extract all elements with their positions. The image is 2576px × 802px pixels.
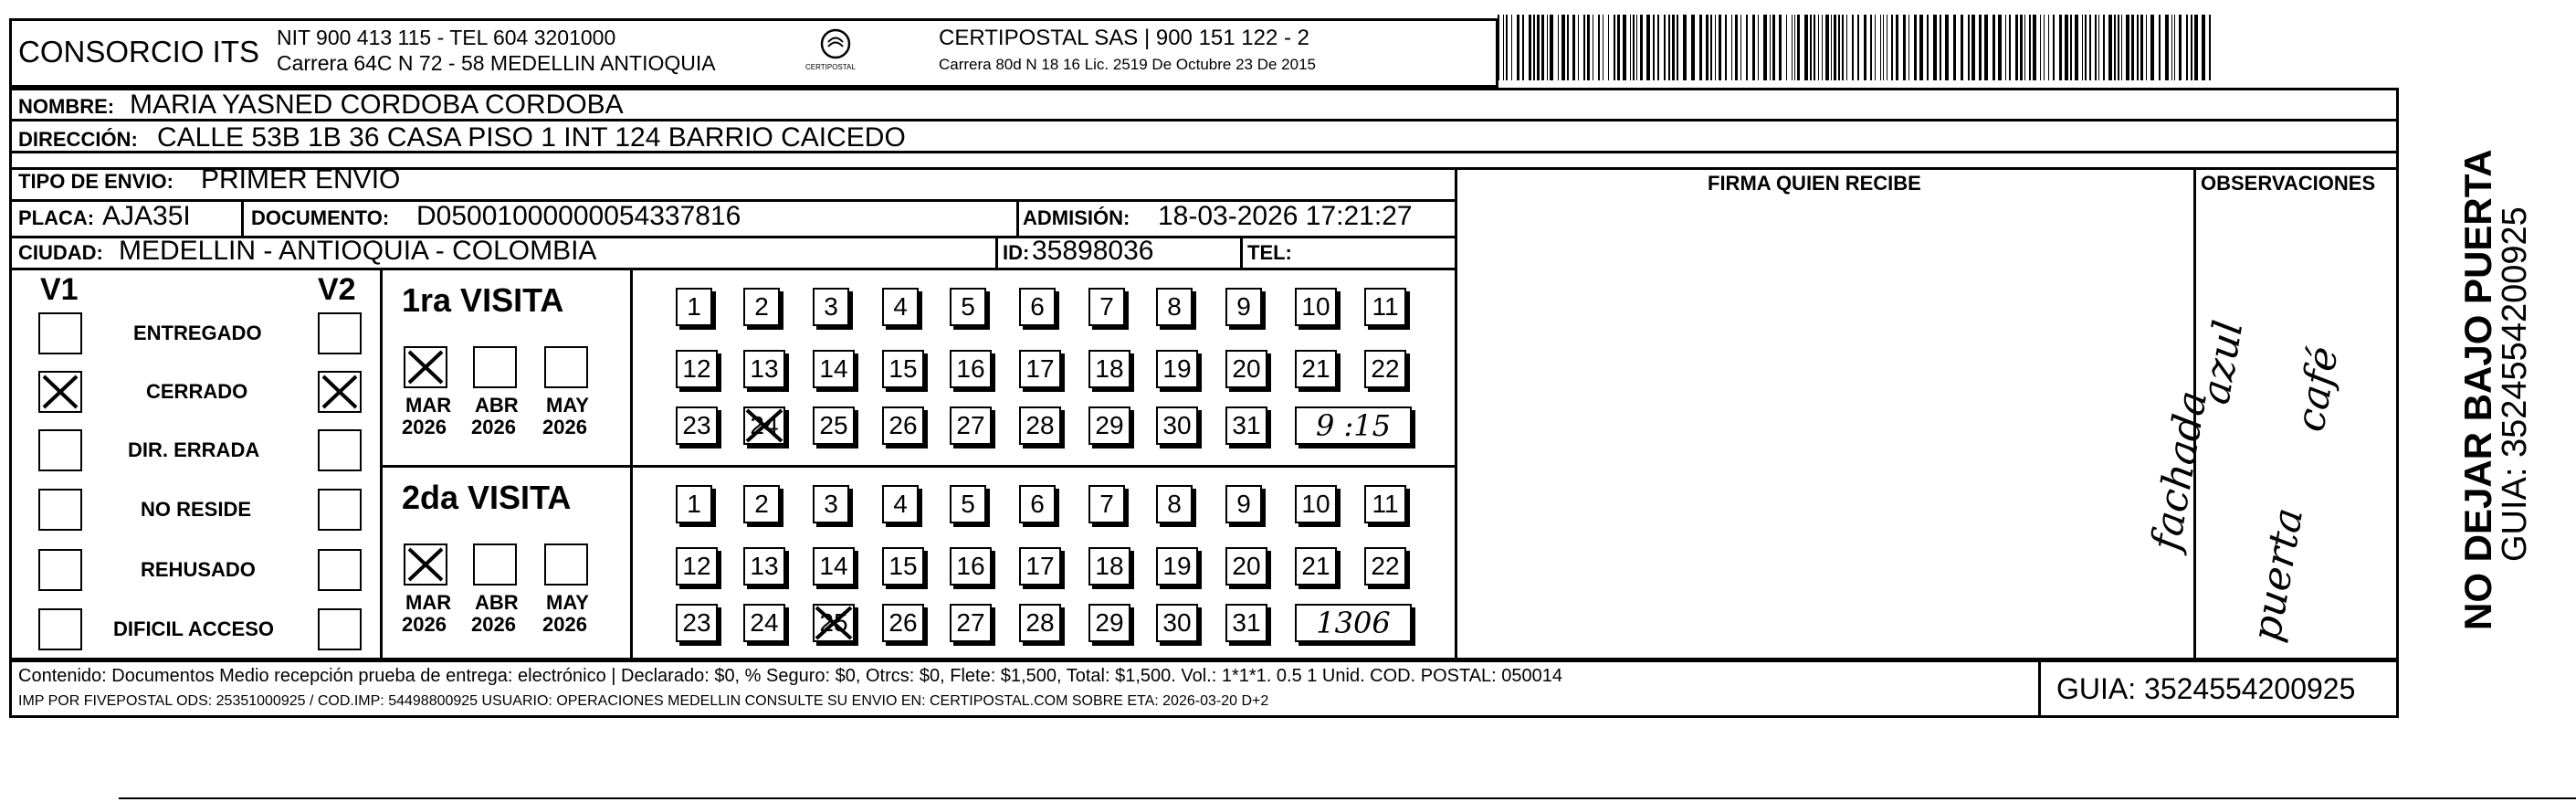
day-box[interactable]: 30 (1156, 604, 1198, 642)
day-box[interactable]: 14 (813, 350, 855, 388)
side-guia: GUIA: 3524554200925 (2496, 206, 2534, 562)
day-box[interactable]: 6 (1019, 288, 1056, 326)
day-box[interactable]: 20 (1225, 350, 1267, 388)
status-checkbox-v1[interactable] (38, 429, 82, 471)
checked-x-mark (405, 545, 446, 584)
day-box[interactable]: 9 (1225, 288, 1262, 326)
logo-caption: CERTIPOSTAL (805, 63, 856, 71)
day-box[interactable]: 19 (1156, 350, 1198, 388)
handwritten-note: café (2287, 343, 2348, 436)
certipostal-name: CERTIPOSTAL SAS | 900 151 122 - 2 (939, 26, 1309, 50)
status-checkbox-v2[interactable] (318, 429, 362, 471)
status-option-label: NO RESIDE (141, 498, 252, 521)
day-box[interactable]: 6 (1019, 485, 1056, 523)
day-box[interactable]: 2 (743, 485, 780, 523)
month-checkbox[interactable] (544, 346, 588, 388)
day-box[interactable]: 16 (950, 350, 992, 388)
divider (9, 268, 1456, 270)
certipostal-logo (804, 26, 867, 79)
status-option-label: CERRADO (146, 380, 248, 403)
day-box[interactable]: 16 (950, 547, 992, 586)
day-box[interactable]: 17 (1019, 350, 1061, 388)
nombre-label: NOMBRE: (18, 95, 115, 118)
month-year-label: 2026 (471, 613, 516, 636)
divider (1455, 167, 1457, 658)
status-checkbox-v2[interactable] (318, 608, 362, 650)
handwritten-note: azul (2192, 317, 2253, 408)
day-box[interactable]: 8 (1156, 485, 1193, 523)
company-nit-tel: NIT 900 413 115 - TEL 604 3201000 (277, 26, 616, 49)
day-box[interactable]: 29 (1088, 604, 1130, 642)
checked-x-mark (320, 373, 360, 411)
day-box[interactable]: 26 (882, 406, 924, 445)
footer-imp: IMP POR FIVEPOSTAL ODS: 25351000925 / COD.IMP: 54498800925 USUARIO: OPERACIONES MEDELLIN CONSULTE SU ENVIO EN: CERTIPOSTAL.COM SOBRE ETA: 2026-03-20 D+2 (18, 693, 1269, 709)
month-label: MAY (546, 591, 589, 614)
divider (380, 465, 1455, 468)
status-option-label: DIFICIL ACCESO (113, 617, 275, 640)
day-box[interactable]: 17 (1019, 547, 1061, 586)
day-box[interactable]: 7 (1088, 485, 1125, 523)
day-box[interactable]: 2 (743, 288, 780, 326)
day-box[interactable]: 22 (1364, 350, 1406, 388)
status-checkbox-v1[interactable] (38, 489, 82, 531)
month-checkbox[interactable] (473, 543, 517, 586)
id-label: ID: (1003, 241, 1030, 264)
handwritten-note: puerta (2243, 504, 2313, 646)
month-label: ABR (475, 394, 519, 417)
day-box[interactable]: 14 (813, 547, 855, 586)
day-box[interactable]: 10 (1295, 288, 1337, 326)
footer-guia: GUIA: 3524554200925 (2056, 672, 2356, 705)
observaciones-label: OBSERVACIONES (2201, 172, 2376, 195)
admision-label: ADMISIÓN: (1023, 206, 1130, 229)
status-checkbox-v2[interactable] (318, 371, 362, 413)
documento-value: D05001000000054337816 (416, 201, 741, 231)
day-box[interactable]: 18 (1088, 350, 1130, 388)
day-box[interactable]: 3 (813, 288, 849, 326)
status-checkbox-v1[interactable] (38, 549, 82, 591)
status-option-label: REHUSADO (141, 558, 256, 581)
checked-x-mark (40, 373, 80, 411)
direccion-label: DIRECCIÓN: (18, 128, 138, 151)
no-dejar-bajo-puerta: NO DEJAR BAJO PUERTA (2456, 149, 2499, 630)
month-label: MAY (546, 394, 589, 417)
observaciones-handwriting (2142, 274, 2394, 658)
day-box[interactable]: 29 (1088, 406, 1130, 445)
month-year-label: 2026 (542, 613, 587, 636)
barcode (1498, 15, 2219, 80)
status-option-label: ENTREGADO (133, 322, 262, 344)
footer-contenido: Contenido: Documentos Medio recepción prueba de entrega: electrónico | Declarado: $0, % Seguro: $0, Otrcs: $0, Flete: $1,500, Total: $1,500. Vol.: 1*1*1. 0.5 1 Unid. COD. POSTAL: 050014 (18, 666, 1563, 686)
day-box[interactable]: 8 (1156, 288, 1193, 326)
ciudad-value: MEDELLIN - ANTIOQUIA - COLOMBIA (119, 236, 597, 266)
divider (1016, 199, 1019, 236)
status-checkbox-v2[interactable] (318, 549, 362, 591)
day-box[interactable]: 28 (1019, 406, 1061, 445)
day-box[interactable]: 24 (743, 604, 785, 642)
day-box[interactable]: 22 (1364, 547, 1406, 586)
day-box[interactable]: 27 (950, 604, 992, 642)
day-box[interactable]: 15 (882, 350, 924, 388)
month-label: MAR (405, 394, 452, 417)
company-address: Carrera 64C N 72 - 58 MEDELLIN ANTIOQUIA (277, 51, 716, 75)
status-checkbox-v1[interactable] (38, 312, 82, 354)
day-box[interactable]: 5 (950, 485, 986, 523)
day-box[interactable]: 28 (1019, 604, 1061, 642)
day-box[interactable]: 21 (1295, 350, 1337, 388)
handwritten-time-box[interactable]: 9 :15 (1295, 406, 1412, 445)
month-year-label: 2026 (402, 416, 447, 438)
day-box[interactable]: 12 (676, 350, 718, 388)
divider (380, 268, 383, 658)
visit-title: 1ra VISITA (402, 281, 564, 319)
month-year-label: 2026 (471, 416, 516, 438)
day-box[interactable]: 11 (1364, 288, 1406, 326)
day-box[interactable]: 31 (1225, 406, 1267, 445)
month-label: MAR (405, 591, 452, 614)
day-marked-overlay (743, 406, 785, 445)
day-cross-mark (813, 604, 855, 642)
day-box[interactable]: 24 (743, 406, 785, 445)
cut-line (119, 797, 2576, 799)
tipo-envio-value: PRIMER ENVIO (201, 164, 401, 195)
id-value: 35898036 (1032, 236, 1154, 266)
status-checkbox-v2[interactable] (318, 489, 362, 531)
month-year-label: 2026 (542, 416, 587, 438)
day-box[interactable]: 7 (1088, 288, 1125, 326)
documento-label: DOCUMENTO: (251, 206, 390, 229)
day-box[interactable]: 11 (1364, 485, 1406, 523)
day-box[interactable]: 15 (882, 547, 924, 586)
day-box[interactable]: 1 (676, 288, 712, 326)
placa-value: AJA35I (102, 201, 191, 231)
handwritten-time-box[interactable]: 1306 (1295, 604, 1412, 642)
placa-label: PLACA: (18, 206, 95, 229)
divider (1240, 236, 1243, 268)
day-box[interactable]: 13 (743, 547, 785, 586)
day-marked-overlay (813, 604, 855, 642)
day-box[interactable]: 12 (676, 547, 718, 586)
day-box[interactable]: 18 (1088, 547, 1130, 586)
day-cross-mark (743, 406, 785, 445)
day-box[interactable]: 23 (676, 406, 718, 445)
month-checkbox[interactable] (404, 543, 447, 586)
day-box[interactable]: 25 (813, 406, 855, 445)
visit-title: 2da VISITA (402, 479, 572, 516)
day-box[interactable]: 27 (950, 406, 992, 445)
month-label: ABR (475, 591, 519, 614)
divider (241, 199, 244, 236)
v1-label: V1 (40, 272, 79, 307)
divider (630, 268, 633, 658)
handwritten-note: fachada (2142, 387, 2217, 554)
checked-x-mark (405, 348, 446, 386)
day-box[interactable]: 4 (882, 288, 919, 326)
month-year-label: 2026 (402, 613, 447, 636)
day-box[interactable]: 19 (1156, 547, 1198, 586)
tel-label: TEL: (1247, 241, 1292, 264)
status-option-label: DIR. ERRADA (128, 438, 260, 461)
tipo-envio-label: TIPO DE ENVIO: (18, 170, 173, 193)
ciudad-label: CIUDAD: (18, 241, 103, 264)
month-checkbox[interactable] (404, 346, 447, 388)
certipostal-license: Carrera 80d N 18 16 Lic. 2519 De Octubre 23 De 2015 (939, 56, 1316, 73)
day-box[interactable]: 31 (1225, 604, 1267, 642)
status-checkbox-v1[interactable] (38, 371, 82, 413)
firma-label: FIRMA QUIEN RECIBE (1708, 172, 1921, 195)
v2-label: V2 (318, 272, 356, 307)
day-box[interactable]: 23 (676, 604, 718, 642)
nombre-value: MARIA YASNED CORDOBA CORDOBA (130, 90, 624, 120)
day-box[interactable]: 26 (882, 604, 924, 642)
day-box[interactable]: 4 (882, 485, 919, 523)
day-box[interactable]: 5 (950, 288, 986, 326)
day-box[interactable]: 10 (1295, 485, 1337, 523)
day-box[interactable]: 25 (813, 604, 855, 642)
status-checkbox-v2[interactable] (318, 312, 362, 354)
month-checkbox[interactable] (473, 346, 517, 388)
day-box[interactable]: 21 (1295, 547, 1337, 586)
day-box[interactable]: 13 (743, 350, 785, 388)
day-box[interactable]: 30 (1156, 406, 1198, 445)
month-checkbox[interactable] (544, 543, 588, 586)
direccion-value: CALLE 53B 1B 36 CASA PISO 1 INT 124 BARRIO CAICEDO (157, 122, 906, 153)
day-box[interactable]: 20 (1225, 547, 1267, 586)
day-box[interactable]: 1 (676, 485, 712, 523)
status-checkbox-v1[interactable] (38, 608, 82, 650)
admision-value: 18-03-2026 17:21:27 (1158, 201, 1413, 231)
day-box[interactable]: 3 (813, 485, 849, 523)
company-name: CONSORCIO ITS (18, 35, 260, 69)
divider (995, 236, 998, 268)
day-box[interactable]: 9 (1225, 485, 1262, 523)
